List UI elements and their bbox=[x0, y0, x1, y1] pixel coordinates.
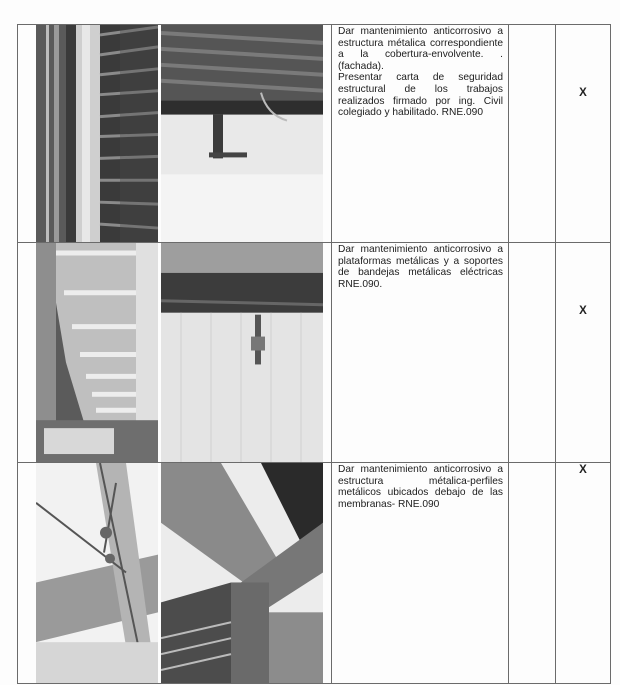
description-cell bbox=[332, 463, 509, 684]
empty-cell bbox=[509, 25, 556, 243]
description-text: Dar mantenimiento anticorrosivo a plataformas metálicas y a soportes de bandejas metálicas eléctricas RNE.090. bbox=[338, 244, 503, 290]
mark-cell bbox=[556, 25, 611, 243]
photo-facade-columns bbox=[36, 25, 158, 242]
check-mark: X bbox=[579, 87, 587, 99]
description-cell bbox=[332, 243, 509, 463]
empty-cell bbox=[509, 463, 556, 684]
photo-facade-beam bbox=[161, 25, 323, 242]
table-row bbox=[18, 243, 611, 463]
description-text: Dar mantenimiento anticorrosivo a estructura métalica-perfiles metálicos ubicados debajo de las membranas- RNE.090 bbox=[338, 464, 503, 510]
photo-steel-profiles bbox=[161, 463, 323, 683]
description-cell bbox=[332, 25, 509, 243]
table-row bbox=[18, 25, 611, 243]
table-row bbox=[18, 463, 611, 684]
mark-cell bbox=[556, 463, 611, 684]
mark-cell bbox=[556, 243, 611, 463]
photo-cell bbox=[18, 25, 332, 243]
description-text: Dar mantenimiento anticorrosivo a estructura métalica correspondiente a la cobertura-envolvente. .(fachada). bbox=[338, 26, 503, 72]
photo-membrane-frame bbox=[36, 463, 158, 683]
photo-cell bbox=[18, 463, 332, 684]
check-mark: X bbox=[579, 464, 587, 476]
empty-cell bbox=[509, 243, 556, 463]
photo-cell bbox=[18, 243, 332, 463]
check-mark: X bbox=[579, 305, 587, 317]
photo-cable-tray-support bbox=[161, 243, 323, 462]
maintenance-table bbox=[17, 24, 611, 684]
photo-platform-stairs bbox=[36, 243, 158, 462]
description-text: Presentar carta de seguridad estructural de los trabajos realizados firmado por ing. Civil colegiado y habilitado. RNE.090 bbox=[338, 72, 503, 119]
